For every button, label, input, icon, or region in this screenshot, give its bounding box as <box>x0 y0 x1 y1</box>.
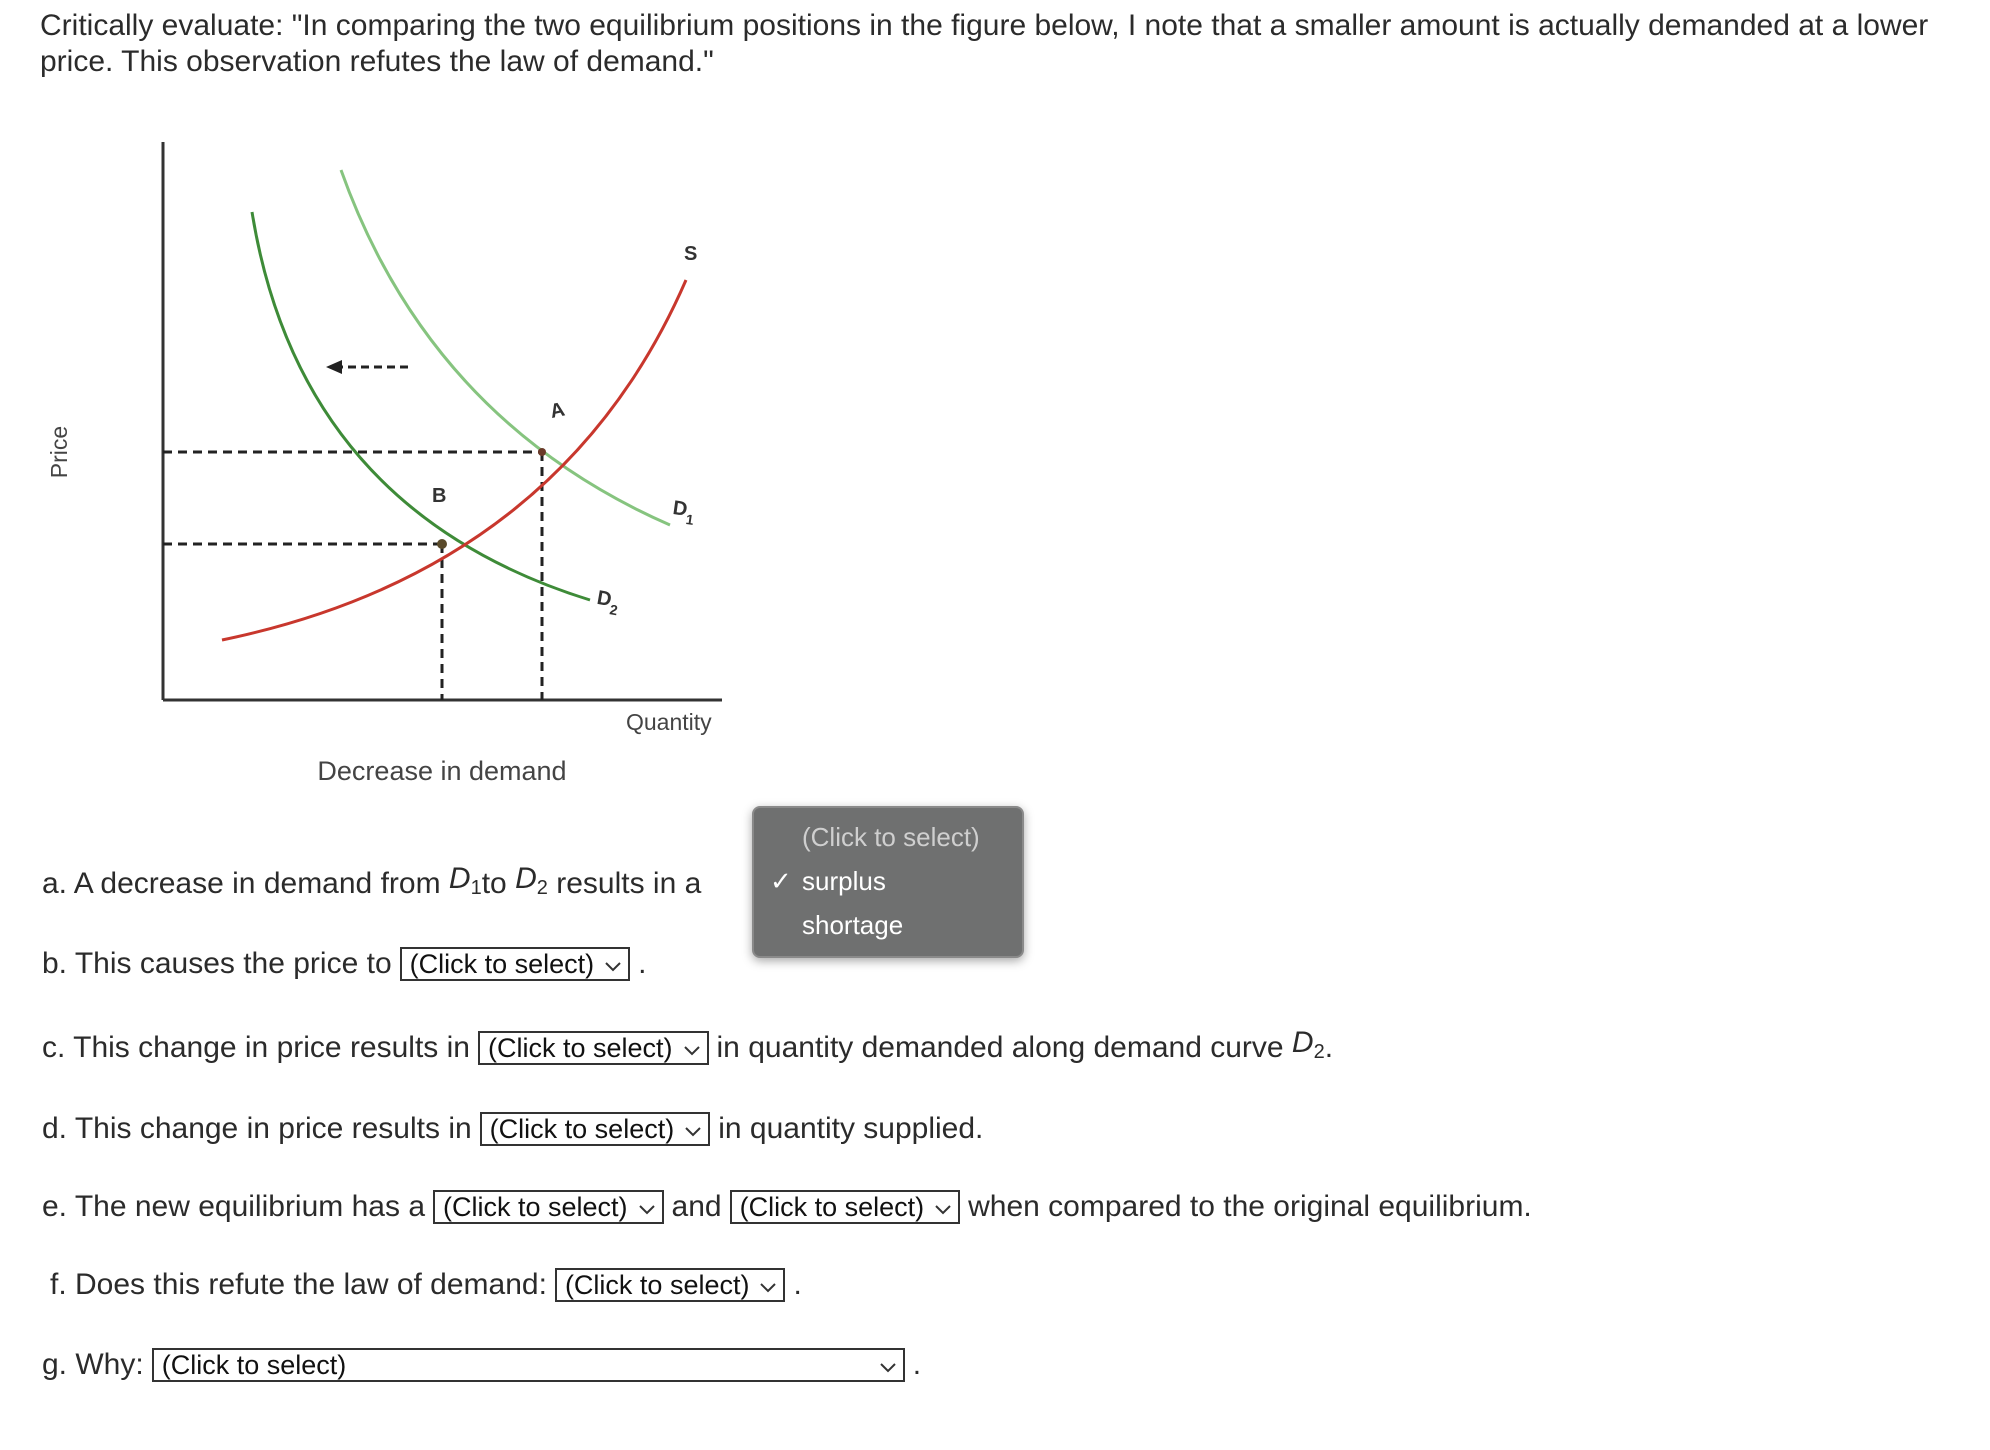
question-b-suffix: . <box>638 947 647 980</box>
demand-curve-d1 <box>341 170 670 525</box>
check-icon: ✓ <box>770 866 792 896</box>
question-a-suffix: results in a <box>556 866 702 900</box>
chevron-down-icon <box>638 1188 656 1226</box>
new-equilibrium-price-select[interactable] <box>433 1190 664 1224</box>
chevron-down-icon <box>604 945 622 983</box>
question-g-suffix: . <box>912 1348 922 1381</box>
chevron-down-icon <box>879 1346 897 1384</box>
select-value: (Click to select) <box>739 1192 925 1222</box>
d1-label: $D_1$ <box>671 497 695 528</box>
select-value: (Click to select) <box>564 1270 750 1300</box>
x-axis-label: Quantity <box>626 709 712 735</box>
question-a-to: to <box>481 866 507 900</box>
question-g <box>42 1346 921 1384</box>
select-value: (Click to select) <box>409 949 595 979</box>
supply-curve <box>222 280 686 640</box>
y-axis-label: Price <box>46 425 72 479</box>
dropdown-option-shortage[interactable]: shortage <box>802 910 904 940</box>
question-a <box>42 860 701 907</box>
refute-law-select[interactable] <box>555 1268 786 1302</box>
question-e-prefix: e. The new equilibrium has a <box>42 1190 425 1223</box>
select-value: (Click to select) <box>487 1032 673 1063</box>
chevron-down-icon <box>684 1110 702 1148</box>
point-b-label: B <box>432 485 447 507</box>
question-c-suffix: in quantity demanded along demand curve <box>716 1030 1284 1064</box>
demand-curve-d2 <box>252 212 590 600</box>
select-value: (Click to select) <box>443 1192 628 1222</box>
dropdown-option-placeholder[interactable]: (Click to select) <box>802 822 980 852</box>
supply-demand-chart <box>0 120 740 800</box>
question-f-suffix: . <box>793 1268 802 1301</box>
question-c-end: . <box>1324 1030 1334 1064</box>
question-a-prefix: a. A decrease in demand from <box>42 866 441 900</box>
question-prompt: Critically evaluate: "In comparing the two equilibrium positions in the figure below, I note that a smaller amount is actually demanded at a lower price. This observation refutes the law of demand." <box>40 9 1929 78</box>
dropdown-option-surplus[interactable]: ✓ surplus <box>754 860 1022 902</box>
question-d-prefix: d. This change in price results in <box>42 1112 472 1145</box>
question-f-prefix: f. Does this refute the law of demand: <box>50 1268 547 1301</box>
new-equilibrium-quantity-select[interactable] <box>730 1190 961 1224</box>
question-g-prefix: g. Why: <box>42 1348 144 1381</box>
d1-symbol: $D_1$ <box>448 862 482 899</box>
price-direction-select[interactable] <box>400 947 631 981</box>
reason-select[interactable] <box>152 1348 905 1382</box>
question-d-suffix: in quantity supplied. <box>718 1112 984 1145</box>
equilibrium-point-b <box>437 539 447 549</box>
quantity-demanded-change-select[interactable] <box>478 1031 709 1065</box>
question-c <box>42 1024 1333 1071</box>
arrow-left-icon <box>326 360 408 374</box>
question-b <box>42 945 647 983</box>
question-f <box>50 1266 802 1304</box>
d2-symbol: $D_2$ <box>1291 1026 1325 1063</box>
equilibrium-guides <box>163 452 542 700</box>
question-e <box>42 1188 1532 1226</box>
question-b-prefix: b. This causes the price to <box>42 947 392 980</box>
select-value: (Click to select) <box>161 1350 347 1380</box>
select-value: (Click to select) <box>489 1114 675 1144</box>
chevron-down-icon <box>759 1266 777 1304</box>
equilibrium-point-a <box>538 448 546 456</box>
d2-label: $D_2$ <box>595 586 619 619</box>
surplus-shortage-dropdown-menu[interactable] <box>752 806 1024 958</box>
d2-symbol: $D_2$ <box>515 862 548 899</box>
question-e-suffix: when compared to the original equilibrium. <box>968 1190 1532 1223</box>
supply-label: S <box>684 243 698 265</box>
question-c-prefix: c. This change in price results in <box>42 1030 470 1064</box>
question-d <box>42 1110 983 1148</box>
question-e-mid: and <box>671 1190 722 1223</box>
point-a-label: A <box>548 398 567 423</box>
figure-caption: Decrease in demand <box>317 756 567 786</box>
chevron-down-icon <box>683 1029 701 1067</box>
chevron-down-icon <box>934 1188 952 1226</box>
quantity-supplied-change-select[interactable] <box>480 1112 711 1146</box>
